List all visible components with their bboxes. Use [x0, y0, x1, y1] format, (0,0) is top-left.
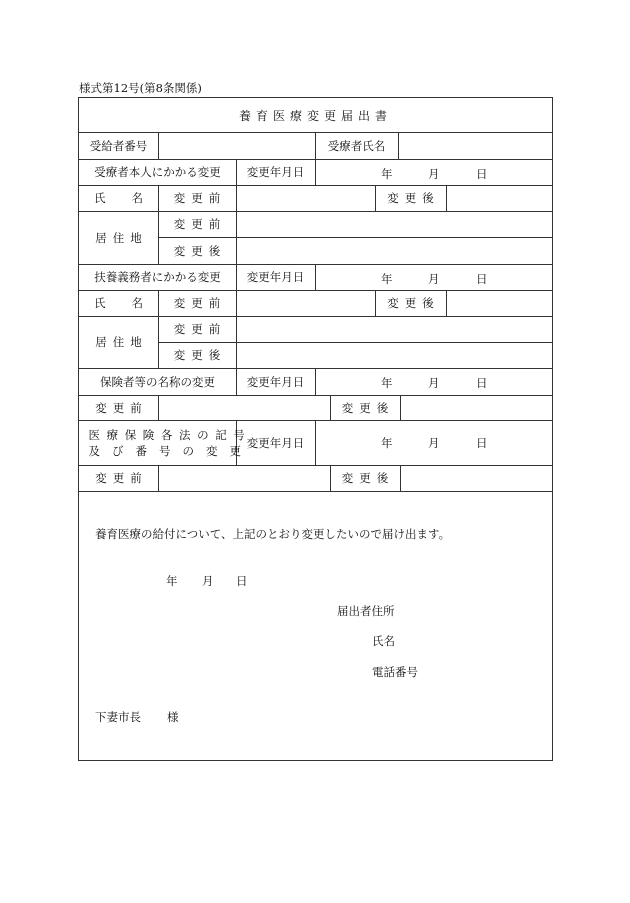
guardian-address-after-field[interactable] [237, 343, 552, 368]
form-number: 様式第12号(第8条関係) [79, 81, 202, 95]
applicant-phone-label: 電話番号 [372, 665, 418, 679]
insurer-after-field[interactable] [401, 396, 552, 420]
addressee: 下妻市長 [95, 710, 141, 724]
section-insurance-line1: 医療保険各法の記号 [88, 427, 252, 442]
section-guardian-label: 扶養義務者にかかる変更 [94, 270, 221, 284]
insurer-before-label: 変更前 [95, 400, 148, 415]
insurer-after-label: 変更後 [341, 400, 395, 415]
section-insurance-label [79, 420, 253, 465]
insurer-month-label: 月 [428, 376, 440, 390]
section-insurer-label: 保険者等の名称の変更 [100, 374, 215, 389]
col-divider [315, 159, 316, 185]
self-name-before-field[interactable] [237, 186, 375, 211]
self-month-label: 月 [428, 167, 440, 181]
guardian-day-label: 日 [476, 272, 488, 286]
recipient-number-field[interactable] [159, 133, 315, 159]
declaration-text: 養育医療の給付について、上記のとおり変更したいので届け出ます。 [95, 527, 451, 541]
honorific: 様 [167, 710, 179, 724]
form-frame [78, 97, 553, 761]
self-address-before-field[interactable] [237, 212, 552, 237]
form-title: 養育医療変更届出書 [238, 108, 392, 123]
date-day-label: 日 [236, 574, 248, 588]
self-address-after-label: 変更後 [173, 243, 227, 258]
insurance-day-label: 日 [476, 436, 488, 450]
section-self-label: 受療者本人にかかる変更 [94, 165, 221, 179]
applicant-name-label: 氏名 [372, 634, 395, 648]
recipient-number-label: 受給者番号 [89, 138, 148, 153]
insurer-day-label: 日 [476, 376, 488, 390]
section-insurance-line2: 及び番号の変更 [88, 443, 253, 458]
insurance-after-label: 変更後 [341, 471, 395, 485]
self-name-before-label: 変更前 [173, 191, 227, 205]
insurer-year-label: 年 [381, 376, 393, 390]
guardian-name-after-label: 変更後 [387, 296, 440, 310]
insurance-before-label: 変更前 [95, 471, 148, 485]
self-name-after-field[interactable] [447, 186, 552, 211]
self-year-label: 年 [381, 167, 393, 181]
self-name-label: 氏名 [94, 191, 169, 205]
applicant-address-label: 届出者住所 [337, 604, 395, 618]
insurance-month-label: 月 [428, 436, 440, 450]
insurer-before-field[interactable] [159, 396, 330, 420]
self-name-after-label: 変更後 [387, 191, 440, 205]
row-divider [79, 491, 552, 492]
guardian-address-before-label: 変更前 [173, 322, 227, 336]
insurance-after-field[interactable] [401, 466, 552, 491]
self-day-label: 日 [476, 167, 488, 181]
guardian-name-label: 氏名 [94, 296, 169, 310]
self-address-after-field[interactable] [237, 238, 552, 264]
guardian-address-before-field[interactable] [237, 317, 552, 342]
col-divider [315, 264, 316, 290]
guardian-change-date-label: 変更年月日 [246, 270, 305, 284]
self-change-date-label: 変更年月日 [246, 165, 305, 179]
date-month-label: 月 [202, 574, 214, 588]
date-year-label: 年 [166, 574, 178, 588]
insurance-change-date-label: 変更年月日 [246, 435, 305, 450]
insurance-before-field[interactable] [159, 466, 330, 491]
guardian-name-before-label: 変更前 [173, 296, 227, 310]
patient-name-label: 受療者氏名 [327, 138, 386, 153]
insurer-change-date-label: 変更年月日 [246, 374, 305, 389]
guardian-month-label: 月 [428, 272, 440, 286]
col-divider [315, 420, 316, 465]
guardian-address-after-label: 変更後 [173, 348, 227, 362]
guardian-address-label: 居住地 [95, 335, 148, 349]
self-address-before-label: 変更前 [173, 217, 227, 231]
col-divider [315, 368, 316, 395]
insurance-year-label: 年 [381, 436, 393, 450]
guardian-name-after-field[interactable] [447, 291, 552, 316]
self-address-label: 居住地 [95, 230, 148, 245]
guardian-name-before-field[interactable] [237, 291, 375, 316]
patient-name-field[interactable] [399, 133, 552, 159]
guardian-year-label: 年 [381, 272, 393, 286]
